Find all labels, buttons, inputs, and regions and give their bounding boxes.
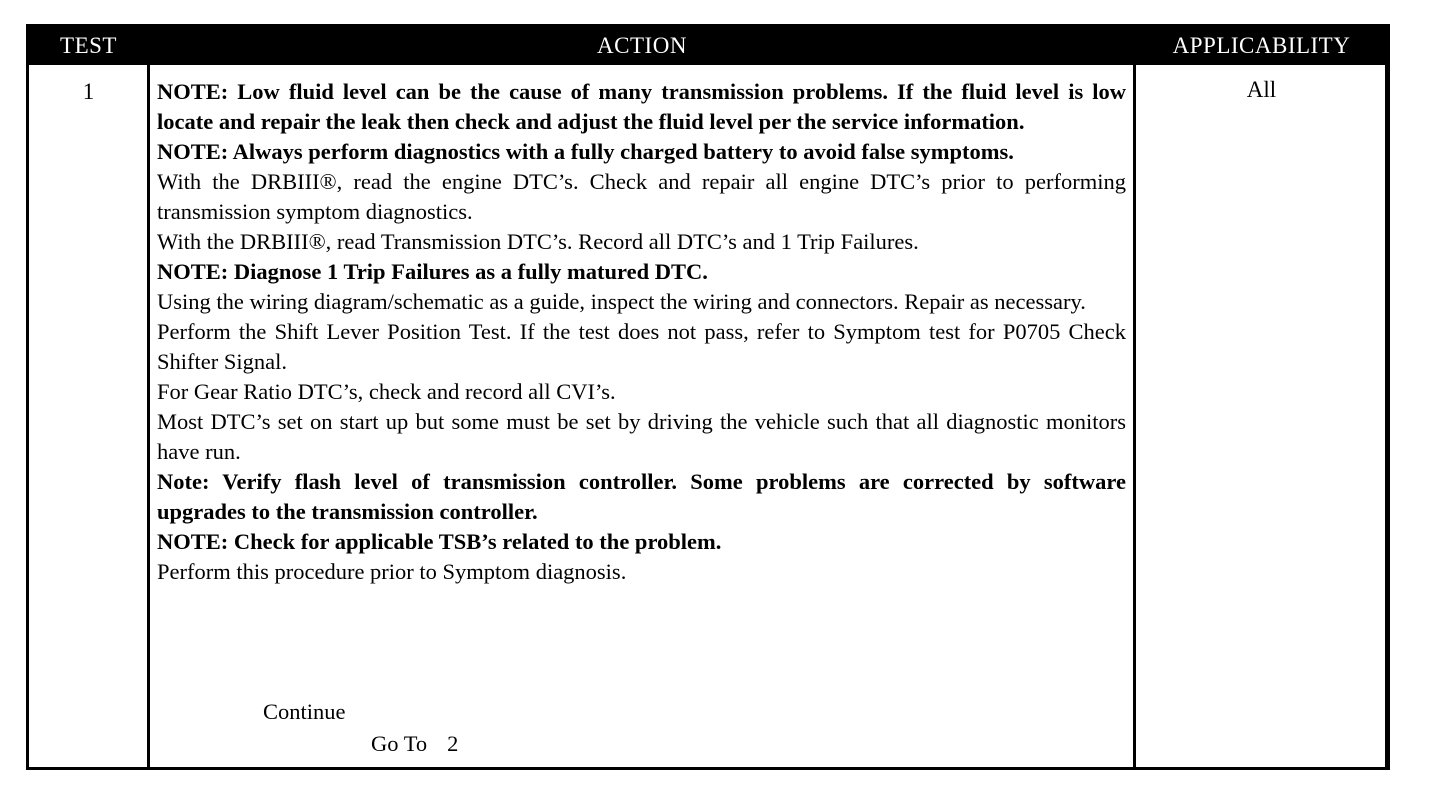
goto-label: Go To — [371, 731, 428, 756]
goto-target: 2 — [447, 731, 459, 756]
action-paragraph: Most DTC’s set on start up but some must be set by driving the vehicle such that all diagnostic monitors have run. — [157, 409, 1126, 464]
action-paragraph: Perform the Shift Lever Position Test. If the test does not pass, refer to Symptom test for P0705 Check Shifter Signal. — [157, 319, 1126, 374]
action-paragraph: Perform this procedure prior to Symptom diagnosis. — [157, 559, 627, 584]
action-paragraph: NOTE: Check for applicable TSB’s related to the problem. — [157, 529, 722, 554]
goto-instruction — [371, 731, 458, 757]
action-paragraph: Note: Verify flash level of transmission controller. Some problems are corrected by software upgrades to the transmission controller. — [157, 469, 1126, 524]
action-paragraph: NOTE: Always perform diagnostics with a fully charged battery to avoid false symptoms. — [157, 139, 1014, 164]
test-number: 1 — [82, 79, 95, 104]
column-divider — [147, 65, 150, 767]
applicability-value: All — [1246, 77, 1277, 102]
header-applicability: APPLICABILITY — [1172, 33, 1351, 58]
action-paragraph: NOTE: Diagnose 1 Trip Failures as a fully matured DTC. — [157, 259, 708, 284]
diagnostic-table — [26, 24, 1390, 770]
continue-label: Continue — [263, 699, 346, 724]
action-paragraph: Using the wiring diagram/schematic as a guide, inspect the wiring and connectors. Repair as necessary. — [157, 289, 1086, 314]
action-paragraph: With the DRBIII®, read Transmission DTC’s. Record all DTC’s and 1 Trip Failures. — [157, 229, 919, 254]
action-paragraph: With the DRBIII®, read the engine DTC’s. Check and repair all engine DTC’s prior to performing transmission symptom diagnostics. — [157, 169, 1126, 224]
action-text — [157, 77, 1126, 587]
header-test: TEST — [60, 33, 117, 58]
table-header — [29, 27, 1387, 65]
header-action: ACTION — [597, 33, 687, 58]
column-divider — [1385, 65, 1387, 767]
action-paragraph: For Gear Ratio DTC’s, check and record all CVI’s. — [157, 379, 616, 404]
action-paragraph: NOTE: Low fluid level can be the cause of many transmission problems. If the fluid level is low locate and repair the leak then check and adjust the fluid level per the service information. — [157, 79, 1126, 134]
column-divider — [1133, 65, 1136, 767]
